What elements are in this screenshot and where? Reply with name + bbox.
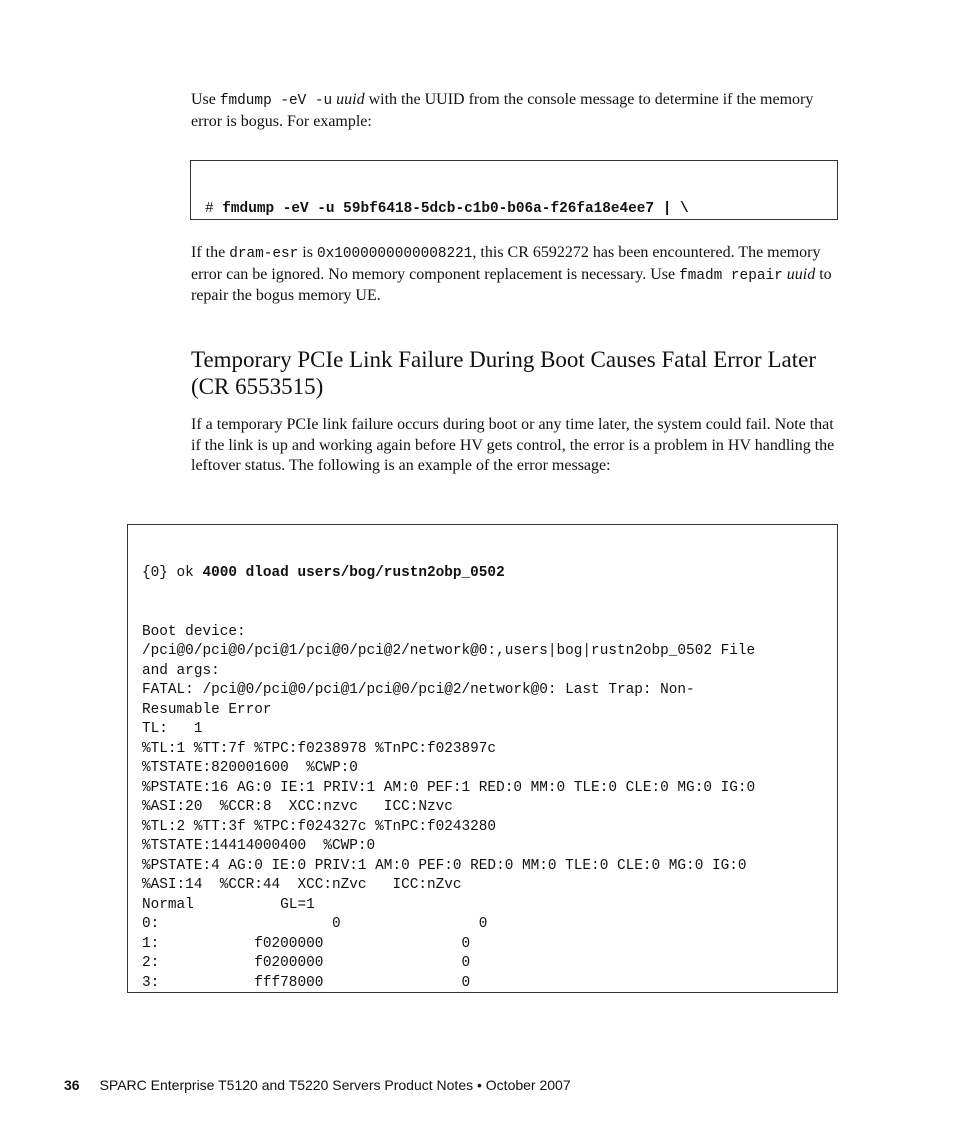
code-line <box>142 564 837 584</box>
code-command: 4000 dload users/bog/rustn2obp_0502 <box>202 565 505 581</box>
code-line: %TL:2 %TT:3f %TPC:f024327c %TnPC:f0243280 <box>142 818 497 835</box>
code-line: and args: <box>142 662 220 679</box>
explanation-paragraph <box>191 243 839 307</box>
code-line: /pci@0/pci@0/pci@1/pci@0/pci@2/network@0:,users|bog|rustn2obp_0502 File <box>142 643 756 659</box>
code-line: 2: f0200000 0 <box>142 955 471 971</box>
code-line: 1: f0200000 0 <box>142 935 471 952</box>
para-text: to repair the bogus memory UE. <box>191 265 832 304</box>
para-text: If the <box>191 244 230 261</box>
code-prompt: {0} ok <box>142 565 203 581</box>
code-line: 3: fff78000 0 <box>142 974 471 991</box>
inline-code: fmadm repair <box>679 267 783 284</box>
intro-paragraph <box>191 90 839 132</box>
code-command: fmdump -eV -u 59bf6418-5dcb-c1b0-b06a-f26fa18e4ee7 | \ <box>222 201 689 217</box>
code-line <box>205 200 837 220</box>
code-line: 0: 0 0 <box>142 916 488 932</box>
intro-command: fmdump -eV -u <box>219 93 333 109</box>
code-line: Resumable Error <box>142 701 272 718</box>
code-line: %PSTATE:4 AG:0 IE:0 PRIV:1 AM:0 PEF:0 RED:0 MM:0 TLE:0 CLE:0 MG:0 IG:0 <box>142 857 747 874</box>
code-line: %ASI:14 %CCR:44 XCC:nZvc ICC:nZvc <box>142 877 462 893</box>
section-heading: Temporary PCIe Link Failure During Boot Causes Fatal Error Later (CR 6553515) <box>191 347 816 399</box>
code-line: %TSTATE:14414000400 %CWP:0 <box>142 838 376 854</box>
code-line: %PSTATE:16 AG:0 IE:1 PRIV:1 AM:0 PEF:1 RED:0 MM:0 TLE:0 CLE:0 MG:0 IG:0 <box>142 779 756 796</box>
code-block-error-message <box>127 524 838 993</box>
code-line: %ASI:20 %CCR:8 XCC:nzvc ICC:Nzvc <box>142 799 453 815</box>
intro-text-2: with the UUID from the console message to determine if the memory error is bogus. For example: <box>191 91 814 130</box>
para-text: , this CR 6592272 has been encountered. The memory error can be ignored. No memory component replacement is necessary. Use <box>191 244 821 283</box>
code-line: %TL:1 %TT:7f %TPC:f0238978 %TnPC:f023897c <box>142 740 497 757</box>
section-paragraph: If a temporary PCIe link failure occurs during boot or any time later, the system could fail. Note that if the link is up and working again before HV gets control, the error is a problem in HV handling the leftover status. The following is an example of the error message: <box>191 416 835 474</box>
code-line: FATAL: /pci@0/pci@0/pci@1/pci@0/pci@2/network@0: Last Trap: Non- <box>142 682 695 698</box>
page-number: 36 <box>64 1077 80 1093</box>
intro-uuid: uuid <box>336 91 365 108</box>
code-line: Boot device: <box>142 623 246 640</box>
code-line: TL: 1 <box>142 721 203 737</box>
para-text: is <box>298 244 317 261</box>
page-footer <box>64 1077 571 1093</box>
code-output <box>142 623 837 994</box>
intro-text-1: Use <box>191 91 220 108</box>
code-line: %TSTATE:820001600 %CWP:0 <box>142 760 358 776</box>
footer-text: SPARC Enterprise T5120 and T5220 Servers Product Notes • October 2007 <box>99 1077 571 1093</box>
code-line: Normal GL=1 <box>142 896 315 913</box>
code-block-fmdump <box>190 160 838 220</box>
inline-uuid: uuid <box>786 265 816 283</box>
code-prompt: # <box>205 201 223 217</box>
inline-code: 0x1000000000008221 <box>316 246 473 262</box>
inline-code: dram-esr <box>229 246 299 262</box>
